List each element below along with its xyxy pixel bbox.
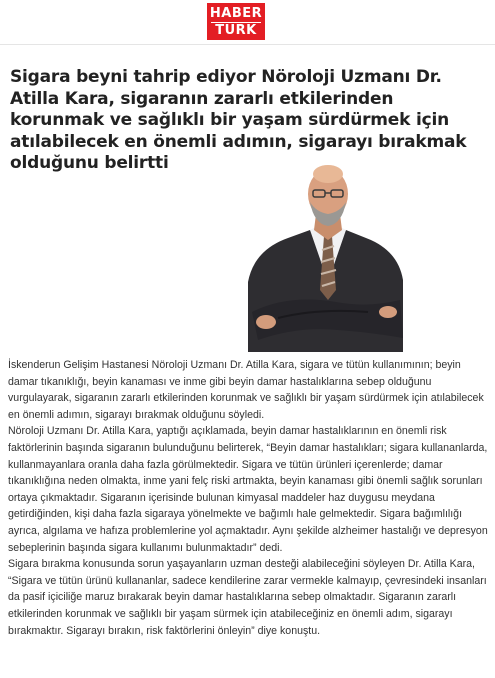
article-paragraph: İskenderun Gelişim Hastanesi Nöroloji Uzmanı Dr. Atilla Kara, sigara ve tütün kullanımının; beyin damar tıkanıklığı, beyin kanaması ve inme gibi beyin damar hastalıklarına sebep olduğunu vurgulayarak, sigaranın zararlı etkilerinden korunmak ve sağlıklı bir yaşam sürdürmek için atılabilecek en önemli adımın, sigarayı bırakmak olduğunu söyledi. bbox=[8, 359, 484, 421]
logo-line-1: HABER bbox=[209, 6, 263, 21]
article-body bbox=[8, 357, 490, 639]
article-headline: Sigara beyni tahrip ediyor Nöroloji Uzmanı Dr. Atilla Kara, sigaranın zararlı etkilerinden korunmak ve sağlıklı bir yaşam sürdürmek için atılabilecek en önemli adımın, sigarayı bırakmak olduğunu belirtti bbox=[10, 67, 467, 173]
logo-line-2: TURK bbox=[215, 23, 257, 38]
haberturk-logo[interactable] bbox=[207, 3, 265, 40]
site-header bbox=[0, 0, 495, 45]
article-paragraph: Nöroloji Uzmanı Dr. Atilla Kara, yaptığı açıklamada, beyin damar hastalıklarının en önemli risk faktörlerinin başında sigaranın bulunduğunu belirterek, “Beyin damar hastalıkları; sigara kullananlarda, kullanmayanlara oranla daha fazla görülmektedir. Sigara ve tütün ürünleri içerenlerde; damar tıkanıklığına neden olmakta, inme yani felç riski artmakta, beyin kanaması gibi önemli sağlık sorunları ortaya çıkmaktadır. Sigaranın içerisinde bulunan kimyasal maddeler haz duygusu meydana getirdiğinden, kişi daha fazla sigaraya yönelmekte ve bağımlı hale gelmektedir. Sigara bağımlılığı ayrıca, algılama ve hafıza problemlerine yol açmaktadır. Aynı şekilde alzheimer hastalığı ve depresyon sebeplerinin başında sigara kullanımı bulunmaktadır” dedi. bbox=[8, 425, 488, 554]
article-paragraph: Sigara bırakma konusunda sorun yaşayanların uzman desteği alabileceğini söyleyen Dr. Atilla Kara, “Sigara ve tütün ürünü kullananlar, sadece kendilerine zarar vermekle kalmayıp, çevresindeki insanları da pasif içiciliğe maruz bırakarak beyin damar hastalıklarına sebep olmaktadır. Sigaranın zararlı etkilerinden korunmak ve sağlıklı bir yaşam sürmek için atabileceğiniz en önemli adım, sigarayı bırakmaktır. Sigarayı bırakın, risk faktörlerini önleyin” diye konuştu. bbox=[8, 558, 487, 637]
doctor-portrait-image bbox=[248, 162, 403, 352]
